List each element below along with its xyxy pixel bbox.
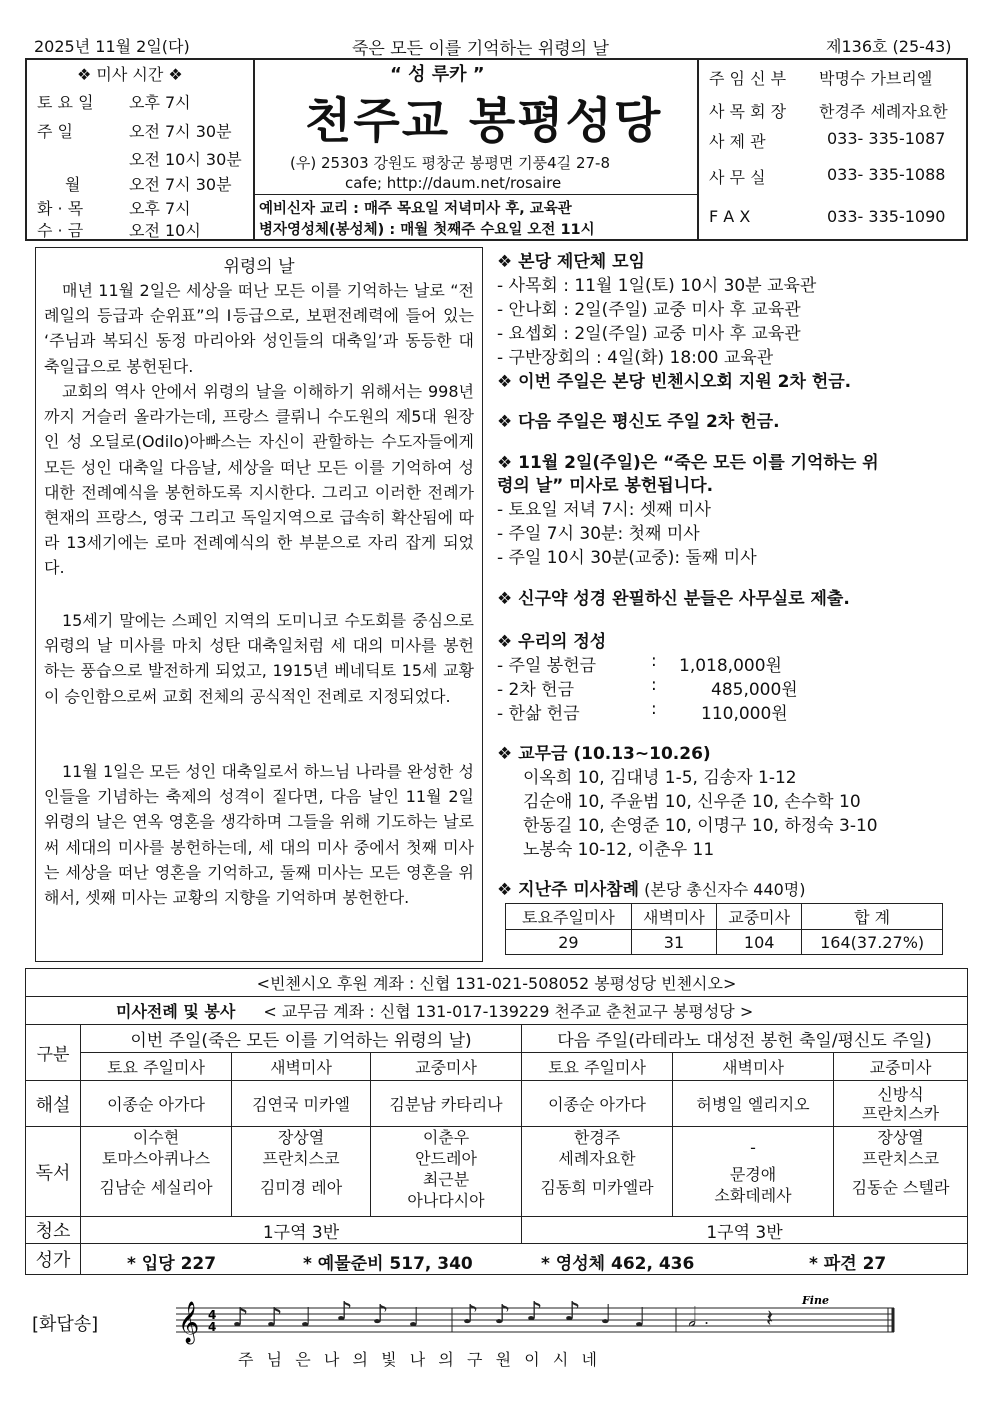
reader-first: 이수현 토마스아퀴나스: [101, 1128, 211, 1168]
cleaning-label: 청소: [26, 1217, 81, 1244]
mass-time: 오후 7시: [129, 199, 191, 218]
news-line: - 구반장회의 : 4일(화) 18:00 교육관: [497, 348, 774, 368]
reader-second: 최근분 아나다시아: [407, 1170, 485, 1210]
attendance-header: 새벽미사: [631, 904, 716, 930]
contact-value: 033- 335-1088: [827, 165, 946, 184]
svg-text:𝅗𝅥: 𝅗𝅥: [688, 1303, 697, 1333]
contacts-box: [697, 58, 968, 241]
contact-label: 주 임 신 부: [709, 69, 787, 88]
news-line: 령의 날” 미사로 봉헌됩니다.: [497, 476, 714, 496]
feast-title: 죽은 모든 이를 기억하는 위령의 날: [352, 39, 609, 59]
article-title: 위령의 날: [223, 257, 295, 277]
mass-day: 주 일: [37, 122, 73, 141]
contact-label: 사 무 실: [709, 168, 766, 187]
attendance-table: [505, 903, 943, 955]
news-line: - 안나회 : 2일(주일) 교중 미사 후 교육관: [497, 300, 801, 320]
commentator: 김분남 카타리나: [371, 1081, 522, 1127]
svg-text:♩: ♩: [300, 1303, 313, 1333]
contact-value: 033- 335-1090: [827, 207, 946, 226]
svg-text:♪: ♪: [372, 1300, 389, 1330]
svg-text:♪: ♪: [462, 1300, 479, 1330]
offering-label: - 한삶 헌금: [497, 704, 580, 724]
contact-value: 박명수 가브리엘: [819, 69, 933, 88]
commentator: 이종순 아가다: [81, 1081, 232, 1127]
mass-column-header: 토요 주일미사: [522, 1053, 673, 1081]
commentator: 김연국 미카엘: [232, 1081, 371, 1127]
attendance-total-note: (본당 총신자수 440명): [639, 880, 806, 899]
mass-time: 오전 7시 30분: [129, 122, 232, 141]
tithe-line: 이옥희 10, 김대녕 1-5, 김송자 1-12: [523, 768, 797, 788]
tithe-account: < 교무금 계좌 : 신협 131-017-139229 천주교 춘천교구 봉평성당 >: [263, 1002, 754, 1021]
bulletin-date: 2025년 11월 2일(다): [34, 37, 190, 56]
liturgy-service-label: 미사전례 및 봉사: [116, 1002, 236, 1021]
mass-time: 오전 10시 30분: [129, 150, 242, 169]
svg-text:♪: ♪: [526, 1297, 543, 1327]
reader-second: 김동순 스텔라: [851, 1178, 950, 1197]
offering-colon: :: [651, 651, 657, 671]
attendance-heading: ❖ 지난주 미사참례: [497, 880, 640, 900]
reader-second: 김미경 레아: [259, 1178, 343, 1197]
mass-time: 오전 7시 30분: [129, 175, 232, 194]
offering-value: 110,000원: [701, 704, 788, 724]
reader-first: -: [750, 1138, 756, 1157]
offering-colon: :: [651, 675, 657, 695]
mass-column-header: 새벽미사: [232, 1053, 371, 1081]
reader-second: 김동희 미카엘라: [540, 1178, 654, 1197]
news-line: - 주일 10시 30분(교중): 둘째 미사: [497, 548, 757, 568]
liturgy-schedule: [25, 968, 968, 1275]
news-line: - 주일 7시 30분: 첫째 미사: [497, 524, 700, 544]
parish-title: 천주교 봉평성당: [305, 93, 663, 149]
mass-times-heading: ❖ 미사 시간 ❖: [77, 65, 183, 84]
fine-marking: Fine: [802, 1294, 829, 1307]
svg-text:𝄽: 𝄽: [766, 1304, 774, 1332]
commentator: 이종순 아가다: [522, 1081, 673, 1127]
parish-address: (우) 25303 강원도 평창군 봉평면 기풍4길 27-8: [290, 154, 610, 172]
article-box: [35, 247, 483, 962]
news-line: ❖ 이번 주일은 본당 빈첸시오회 지원 2차 헌금.: [497, 372, 852, 392]
mass-column-header: 교중미사: [834, 1053, 968, 1081]
psalm-music-score: [176, 1290, 896, 1350]
mass-day: 토 요 일: [37, 93, 94, 112]
reader-first: 장상열 프란치스코: [262, 1128, 340, 1168]
reader-first: 이춘우 안드레아: [415, 1128, 477, 1168]
treble-clef-icon: 𝄞: [178, 1302, 200, 1343]
catechism-notice: 예비신자 교리 : 매주 목요일 저녁미사 후, 교육관: [259, 201, 572, 217]
attendance-header: 토요주일미사: [506, 904, 632, 930]
article-paragraph: 교회의 역사 안에서 위령의 날을 이해하기 위해서는 998년까지 거슬러 올라가는데, 프랑스 클뤼니 수도원의 제5대 원장인 성 오딜로(Odilo)아빠스는 자신이 관할하는 수도자들에게 모든 성인 대축일 다음날, 세상을 떠난 모든 이를 기억하여 성대한 전례예식을 봉헌하도록 지시한다. 그리고 이러한 전례가 현재의 프랑스, 영국 그리고 독일지역으로 급속히 확산됨에 따라 13세기에는 로마 전례예식의 한 부분으로 자리 잡게 되었다.: [44, 382, 474, 578]
news-line: - 사목회 : 11월 1일(토) 10시 30분 교육관: [497, 276, 817, 296]
mass-time: 오후 7시: [129, 93, 191, 112]
next-week-header: 다음 주일(라테라노 대성전 봉헌 축일/평신도 주일): [522, 1025, 968, 1053]
offering-label: - 주일 봉헌금: [497, 656, 597, 676]
svg-text:♪: ♪: [232, 1303, 249, 1333]
news-line: - 요셉회 : 2일(주일) 교중 미사 후 교육관: [497, 324, 801, 344]
notice-box: [255, 194, 697, 241]
hymn-offertory: * 예물준비 517, 340: [303, 1254, 473, 1274]
offering-value: 485,000원: [711, 680, 798, 700]
svg-text:♪: ♪: [494, 1300, 511, 1330]
mass-day: 수 · 금: [37, 221, 84, 240]
contact-label: 사 목 회 장: [709, 102, 787, 121]
attendance-value: 104: [717, 930, 802, 955]
news-line: ❖ 다음 주일은 평신도 주일 2차 헌금.: [497, 412, 780, 432]
reader-first: 한경주 세례자요한: [558, 1128, 636, 1168]
vincent-account: <빈첸시오 후원 계좌 : 신협 131-021-508052 봉평성당 빈첸시오>: [26, 969, 968, 997]
this-week-header: 이번 주일(죽은 모든 이를 기억하는 위령의 날): [81, 1025, 522, 1053]
attendance-header: 교중미사: [717, 904, 802, 930]
tithe-line: 한동길 10, 손영준 10, 이명구 10, 하정숙 3-10: [523, 816, 878, 836]
svg-text:♪: ♪: [564, 1297, 581, 1327]
attendance-value: 164(37.27%): [802, 930, 943, 955]
attendance-header: 합 계: [802, 904, 943, 930]
parish-cafe-link[interactable]: cafe; http://daum.net/rosaire: [345, 174, 562, 192]
article-paragraph: 11월 1일은 모든 성인 대축일로서 하느님 나라를 완성한 성인들을 기념하는 축제의 성격이 짙다면, 다음 날인 11월 2일 위령의 날은 연옥 영혼을 생각하며 그들을 위해 기도하는 날로써 세대의 미사를 봉헌하는데, 세 대의 미사 중에서 첫째 미사는 세상을 떠난 영혼을 기억하고, 둘째 미사는 모든 영혼을 위해서, 셋째 미사는 교황의 지향을 기억하며 봉헌한다.: [44, 762, 474, 908]
commentator: 신방식 프란치스카: [834, 1081, 968, 1127]
contact-label: F A X: [709, 207, 751, 226]
contact-value: 한경주 세례자요한: [819, 102, 948, 121]
mass-day: 월: [65, 175, 81, 194]
hymn-communion: * 영성체 462, 436: [541, 1254, 695, 1274]
news-line: ❖ 우리의 정성: [497, 632, 607, 652]
cleaning-this-week: 1구역 3반: [81, 1217, 522, 1244]
commentary-label: 해설: [26, 1081, 81, 1127]
melody-notes: [232, 1297, 773, 1333]
psalm-lyrics: 주 님 은 나 의 빛 나 의 구 원 이 시 네: [238, 1350, 598, 1369]
svg-text:♩: ♩: [408, 1303, 421, 1333]
attendance-value: 29: [506, 930, 632, 955]
time-signature-icon: 4: [208, 1320, 217, 1334]
svg-text:♪: ♪: [266, 1303, 283, 1333]
hymn-dismissal: * 파견 27: [809, 1254, 887, 1274]
article-paragraph: 매년 11월 2일은 세상을 떠난 모든 이를 기억하는 날로 “전례일의 등급과 순위표”의 Ⅰ등급으로, 보편전례력에 들어 있는 ‘주님과 복되신 동정 마리아와 성인들의 대축일’과 동등한 대축일급으로 봉헌된다.: [44, 281, 474, 376]
mass-time: 오전 10시: [129, 221, 201, 240]
cleaning-next-week: 1구역 3반: [522, 1217, 968, 1244]
commentator: 허병일 엘리지오: [673, 1081, 834, 1127]
reader-second: 김남순 세실리아: [99, 1178, 213, 1197]
offering-value: 1,018,000원: [679, 656, 782, 676]
mass-day: 화 · 목: [37, 199, 84, 218]
news-line: ❖ 신구약 성경 완필하신 분들은 사무실로 제출.: [497, 589, 850, 609]
news-line: ❖ 본당 제단체 모임: [497, 252, 645, 272]
svg-text:♩: ♩: [600, 1300, 613, 1330]
news-line: - 토요일 저녁 7시: 셋째 미사: [497, 500, 711, 520]
news-line: ❖ 11월 2일(주일)은 “죽은 모든 이를 기억하는 위: [497, 453, 879, 473]
psalm-label: [화답송]: [32, 1314, 99, 1335]
schedule-table: [25, 968, 968, 1275]
svg-text:.: .: [704, 1309, 710, 1328]
issue-number: 제136호 (25-43): [826, 37, 952, 56]
category-header: 구분: [26, 1025, 81, 1081]
hymn-label: 성가: [26, 1244, 81, 1275]
news-line: ❖ 교무금 (10.13~10.26): [497, 744, 711, 764]
mass-column-header: 새벽미사: [673, 1053, 834, 1081]
tithe-line: 노봉숙 10-12, 이춘우 11: [523, 840, 715, 860]
article-paragraph: 15세기 말에는 스페인 지역의 도미니코 수도회를 중심으로 위령의 날 미사를 마치 성탄 대축일처럼 세 대의 미사를 봉헌하는 풍습으로 발전하게 되었고, 1915년 베네딕토 15세 교황이 승인함으로써 교회 전체의 공식적인 전례로 지정되었다.: [44, 611, 474, 706]
time-signature-icon: 4: [208, 1308, 217, 1322]
sick-communion-notice: 병자영성체(봉성체) : 매월 첫째주 수요일 오전 11시: [259, 222, 595, 238]
offering-colon: :: [651, 699, 657, 719]
parish-patron: “ 성 루카 ”: [390, 64, 485, 85]
mass-times-box: [25, 58, 255, 241]
offering-label: - 2차 헌금: [497, 680, 575, 700]
mass-column-header: 교중미사: [371, 1053, 522, 1081]
reader-second: 문경애 소화데레사: [714, 1165, 792, 1205]
hymn-entrance: * 입당 227: [127, 1254, 217, 1274]
tithe-line: 김순애 10, 주윤범 10, 신우준 10, 손수학 10: [523, 792, 861, 812]
svg-text:♪: ♪: [336, 1297, 353, 1327]
reading-label: 독서: [26, 1127, 81, 1217]
reader-first: 장상열 프란치스코: [861, 1128, 940, 1168]
contact-label: 사 제 관: [709, 132, 766, 151]
mass-column-header: 토요 주일미사: [81, 1053, 232, 1081]
svg-text:♩: ♩: [634, 1303, 647, 1333]
contact-value: 033- 335-1087: [827, 129, 946, 148]
attendance-value: 31: [631, 930, 716, 955]
